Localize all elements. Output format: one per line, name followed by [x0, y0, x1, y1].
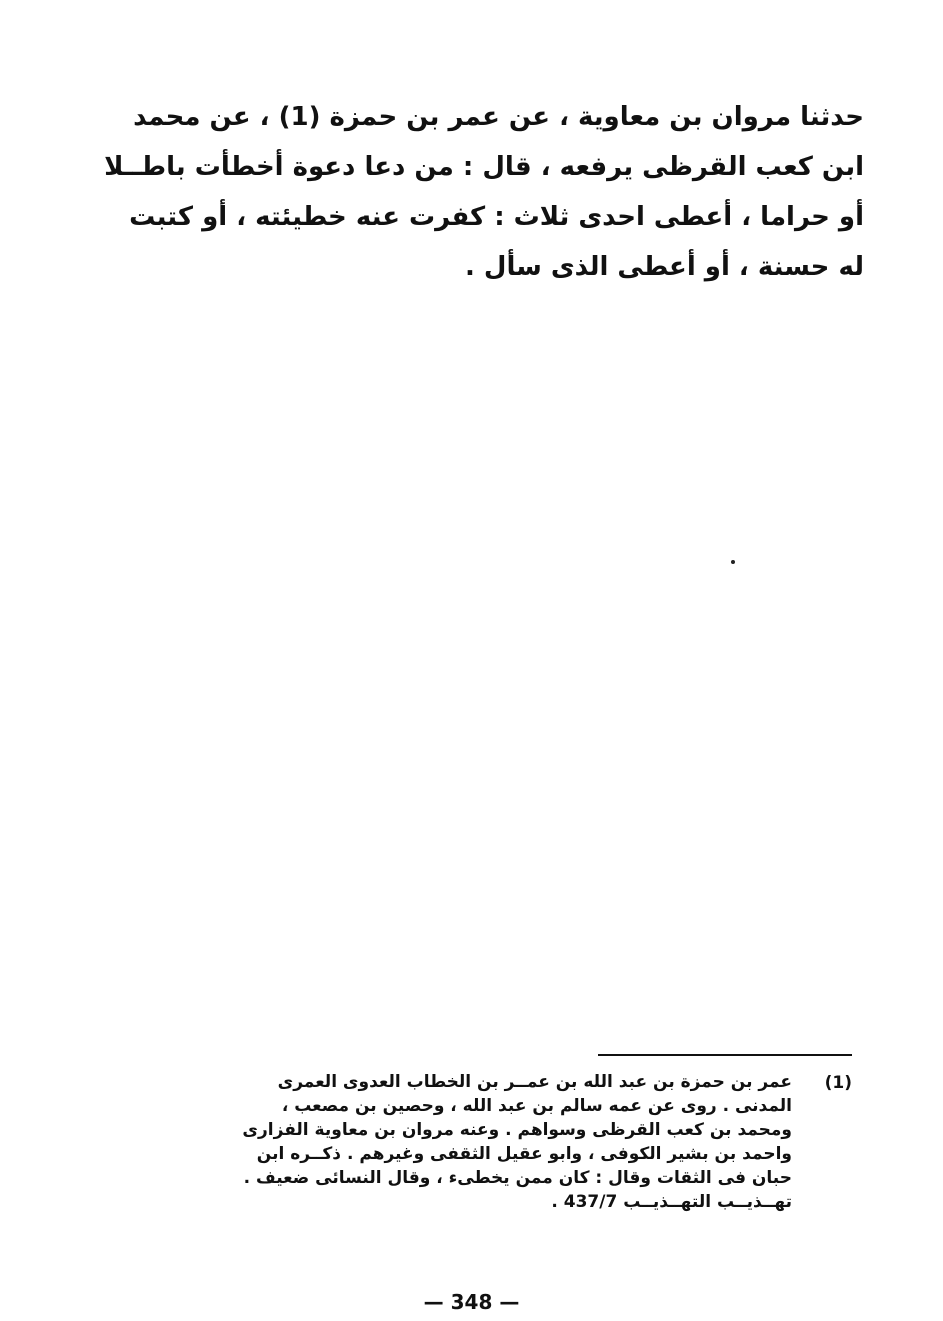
- footnote-line: ومحمد بن كعب القرظى وسواهم . وعنه مروان بن معاوية الفزارى: [242, 1120, 792, 1140]
- footnote-line: واحمد بن بشير الكوفى ، وابو عقيل الثقفى وغيرهم . ذكــره ابن: [256, 1144, 792, 1164]
- footnote-line: عمر بن حمزة بن عبد الله بن عمــر بن الخطاب العدوى العمرى: [277, 1072, 792, 1092]
- page-number: — 348 —: [423, 1290, 520, 1314]
- footnote-marker: (1): [824, 1073, 852, 1093]
- main-text: [104, 92, 864, 292]
- footnote-line: تهــذيــب التهــذيــب 437/7 .: [551, 1192, 792, 1212]
- footnote-line: المدنى . روى عن عمه سالم بن عبد الله ، وحصين بن مصعب ،: [281, 1096, 792, 1116]
- main-text-line: حدثنا مروان بن معاوية ، عن عمر بن حمزة (1) ، عن محمد: [133, 102, 864, 132]
- main-text-line: ابن كعب القرظى يرفعه ، قال : من دعا دعوة أخطأت باطــلا: [104, 152, 864, 182]
- main-text-line: أو حراما ، أعطى احدى ثلاث : كفرت عنه خطيئته ، أو كتبت: [129, 202, 864, 232]
- footnote-divider: [598, 1054, 852, 1056]
- footnote-body: [180, 1070, 792, 1214]
- main-text-line: له حسنة ، أو أعطى الذى سأل .: [464, 252, 864, 282]
- scan-speck: [731, 560, 735, 564]
- footnote-line: حبان فى الثقات وقال : كان ممن يخطىء ، وقال النسائى ضعيف .: [243, 1168, 792, 1188]
